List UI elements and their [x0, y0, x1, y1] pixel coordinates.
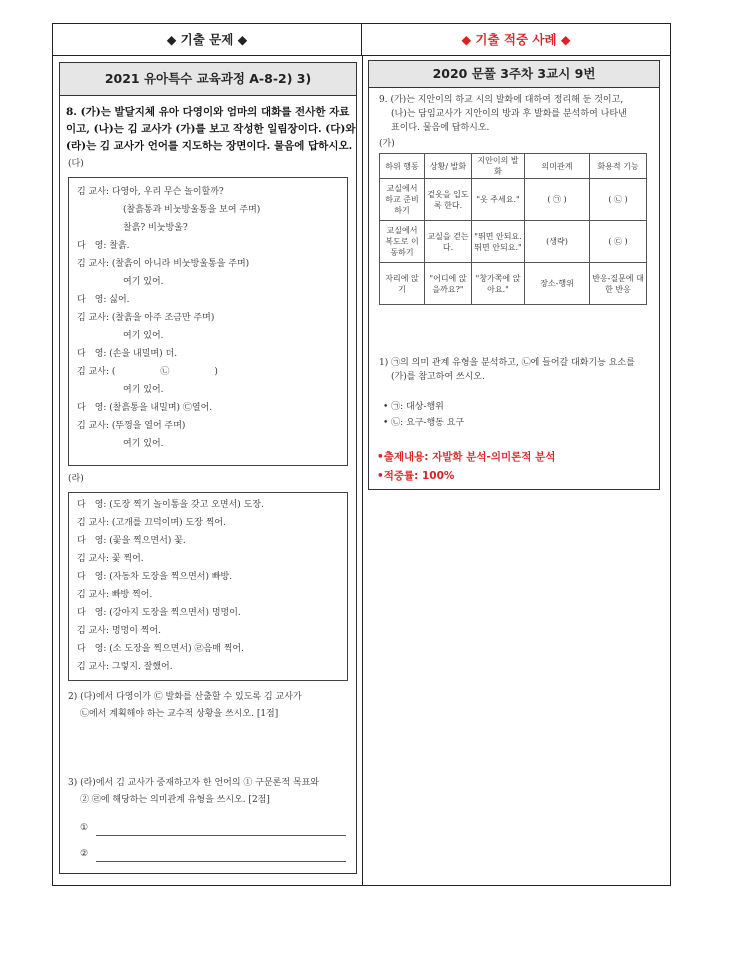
dialogue-line: 김 교사: 다영아, 우리 무슨 놀이할까? [77, 187, 224, 197]
table-header-cell: 지안이의 발화 [472, 154, 525, 179]
question-line: 8. (가)는 발달지체 유아 다영이와 엄마의 대화를 전사한 자료 [66, 106, 350, 118]
dialogue-line: 찰흙? 비눗방울? [123, 223, 188, 233]
right-case-title: 2020 문풀 3주차 3교시 9번 [369, 61, 659, 88]
subquestion-3-line: ② ㉣에 해당하는 의미관계 유형을 쓰시오. [2점] [80, 795, 270, 805]
dialogue-line: 김 교사: ( ㉡ ) [77, 367, 218, 377]
right-column-header: ◆ 기출 적중 사례 ◆ [362, 24, 670, 56]
table-cell: "옷 주세요." [472, 179, 525, 221]
dialogue-box-da [68, 177, 348, 466]
dialogue-line: 김 교사: (찰흙을 아주 조금만 주며) [77, 313, 215, 323]
subquestion-2-line: 2) (다)에서 다영이가 ㉢ 발화를 산출할 수 있도록 김 교사가 [68, 692, 302, 702]
table-cell: "뛰면 안되요. 뛰면 안되요." [472, 221, 525, 263]
dialogue-line: 여기 있어. [123, 385, 164, 395]
dialogue-line: 김 교사: (찰흙이 아니라 비눗방울통을 주며) [77, 259, 250, 269]
table-header-row [380, 154, 647, 179]
table-cell: 교실에서 복도로 이동하기 [380, 221, 425, 263]
utterance-table [379, 153, 647, 305]
table-cell: 교실을 걷는다. [425, 221, 472, 263]
question-line: (나)는 담임교사가 지안이의 방과 후 발화를 분석하여 나타낸 [391, 109, 627, 119]
dialogue-line: 김 교사: 그렇지. 잘했어. [77, 662, 173, 672]
section-label-da: (다) [68, 159, 84, 169]
dialogue-box-ra [68, 492, 348, 681]
dialogue-line: 다 영: (꽃을 찍으면서) 꽃. [77, 536, 186, 546]
answer-item: • ㉡: 요구-행동 요구 [383, 418, 465, 428]
dialogue-line: (찰흙통과 비눗방울통을 보여 주며) [123, 205, 261, 215]
left-exam-box [59, 62, 357, 874]
dialogue-line: 김 교사: 멍멍이 찍어. [77, 626, 162, 636]
dialogue-line: 김 교사: (고개를 끄덕이며) 도장 찍어. [77, 518, 226, 528]
table-header-cell: 상황/ 발화 [425, 154, 472, 179]
table-row [380, 263, 647, 305]
table-row [380, 221, 647, 263]
table-cell: ( ㉠ ) [525, 179, 590, 221]
left-column-header: ◆ 기출 문제 ◆ [53, 24, 362, 56]
section-label-ra: (라) [68, 474, 84, 484]
dialogue-line: 여기 있어. [123, 277, 164, 287]
answer-marker-1: ① [80, 823, 89, 833]
table-cell: 자리에 앉기 [380, 263, 425, 305]
dialogue-line: 다 영: 싫어. [77, 295, 130, 305]
left-exam-title: 2021 유아특수 교육과정 A-8-2) 3) [60, 63, 356, 96]
answer-marker-2: ② [80, 849, 89, 859]
answer-line-2[interactable] [96, 861, 346, 862]
document-frame [52, 23, 671, 886]
dialogue-line: 여기 있어. [123, 331, 164, 341]
table-cell: "창가쪽에 앉아요." [472, 263, 525, 305]
column-divider [362, 56, 363, 885]
dialogue-line: 다 영: 찰흙. [77, 241, 130, 251]
question-line: (라)는 김 교사가 언어를 지도하는 장면이다. 물음에 답하시오. [66, 140, 353, 152]
table-cell: 반응-질문에 대한 반응 [590, 263, 647, 305]
dialogue-line: 다 영: (찰흙통을 내밀며) ㉢열어. [77, 403, 213, 413]
table-cell: ( ㉢ ) [590, 221, 647, 263]
table-cell: "어디에 앉을까요?" [425, 263, 472, 305]
highlight-topic: •출제내용: 자발화 분석-의미론적 분석 [377, 451, 556, 463]
table-cell: 겉옷을 입도록 한다. [425, 179, 472, 221]
question-line: 표이다. 물음에 답하시오. [391, 123, 490, 133]
dialogue-line: 김 교사: 꽃 찍어. [77, 554, 144, 564]
section-label-ga: (가) [379, 139, 395, 149]
dialogue-line: 다 영: (자동차 도장을 찍으면서) 빠방. [77, 572, 233, 582]
answer-line-1[interactable] [96, 835, 346, 836]
dialogue-line: 다 영: (도장 찍기 놀이통을 갖고 오면서) 도장. [77, 500, 264, 510]
table-header-cell: 화용적 기능 [590, 154, 647, 179]
dialogue-line: 여기 있어. [123, 439, 164, 449]
table-cell: (생략) [525, 221, 590, 263]
subquestion-line: (가)를 참고하여 쓰시오. [391, 372, 485, 382]
subquestion-line: 1) ㉠의 의미 관계 유형을 분석하고, ㉡에 들어갈 대화기능 요소를 [379, 358, 635, 368]
subquestion-3-line: 3) (라)에서 김 교사가 중재하고자 한 언어의 ① 구문론적 목표와 [68, 778, 319, 788]
dialogue-line: 다 영: (강아지 도장을 찍으면서) 멍멍이. [77, 608, 241, 618]
table-header-cell: 의미관계 [525, 154, 590, 179]
highlight-hit-rate: •적중률: 100% [377, 470, 455, 482]
right-case-box [368, 60, 660, 490]
dialogue-line: 다 영: (손을 내밀며) 더. [77, 349, 178, 359]
answer-item: • ㉠: 대상-행위 [383, 402, 444, 412]
table-cell: 장소-행위 [525, 263, 590, 305]
table-header-cell: 하위 행동 [380, 154, 425, 179]
dialogue-line: 김 교사: 빠방 찍어. [77, 590, 153, 600]
table-cell: 교실에서 하교 준비하기 [380, 179, 425, 221]
question-line: 9. (가)는 지안이의 하교 시의 발화에 대하여 정리해 둔 것이고, [379, 95, 624, 105]
table-row [380, 179, 647, 221]
dialogue-line: 김 교사: (뚜껑을 열어 주며) [77, 421, 186, 431]
dialogue-line: 다 영: (소 도장을 찍으면서) ㉣음매 찍어. [77, 644, 244, 654]
subquestion-2-line: ㉡에서 계획해야 하는 교수적 상황을 쓰시오. [1점] [80, 709, 279, 719]
table-cell: ( ㉡ ) [590, 179, 647, 221]
question-line: 이고, (나)는 김 교사가 (가)를 보고 작성한 일림장이다. (다)와 [66, 123, 356, 135]
